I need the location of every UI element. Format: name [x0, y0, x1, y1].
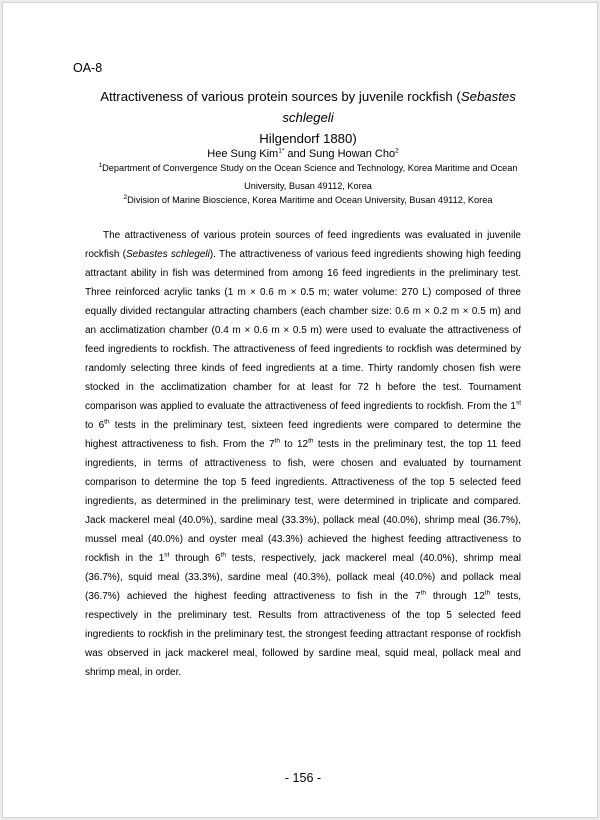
- abstract-code: OA-8: [73, 61, 103, 75]
- abstract-text: tests, respectively in the preliminary test. Results from attractiveness of the top 5 selected feed ingredients to rockfish in the preliminary test, the strongest feeding attractant response of rockfish was observed in jack mackerel meal, followed by sardine meal, squid meal, pollack meal and shrimp meal, in order.: [85, 591, 521, 678]
- abstract-text: ). The attractiveness of various feed ingredients showing high feeding attractant ability in fish was determined from among 16 feed ingredients in the preliminary test. Three reinforced acrylic tanks (1 m × 0.6 m × 0.5 m; water volume: 270 L) composed of three equally divided rectangular attracting chambers (each chamber size: 0.6 m × 0.2 m × 0.5 m) and an acclimatization chamber (0.4 m × 0.6 m × 0.5 m) were used to evaluate the attractiveness of feed ingredients to rockfish. The attractiveness of feed ingredients to rockfish was determined by randomly selecting three kinds of feed ingredients at a time. Thirty randomly chosen fish were stocked in the acclimatization chamber for at least for 72 h before the test. Tournament comparison was applied to evaluate the attractiveness of feed ingredients to rockfish. From the 1: [85, 249, 521, 412]
- paper-title: [83, 86, 533, 149]
- abstract-text: The attractiveness of various protein sources of feed ingredients was evaluated in juvenile rockfish (: [85, 230, 521, 260]
- author-joiner: and: [284, 148, 309, 160]
- ordinal-suffix: th: [420, 589, 426, 597]
- abstract-species: Sebastes schlegeli: [126, 249, 210, 260]
- affiliation-1-mark: 1: [98, 161, 103, 169]
- abstract-text: through 6: [169, 553, 221, 564]
- ordinal-suffix: th: [308, 437, 314, 445]
- author-1-marks: 1*: [278, 147, 285, 155]
- ordinal-suffix: st: [164, 551, 170, 559]
- title-authority: Hilgendorf 1880): [259, 131, 357, 146]
- abstract-text: to 12: [279, 439, 309, 450]
- ordinal-suffix: th: [274, 437, 280, 445]
- author-2-marks: 2: [395, 147, 399, 155]
- abstract-text: tests in the preliminary test, sixteen feed ingredients were compared to determine the highest attractiveness to fish. From the 7: [85, 420, 522, 450]
- affiliation-2: [85, 191, 531, 209]
- ordinal-suffix: th: [484, 589, 491, 597]
- affiliation-2-mark: 2: [123, 193, 128, 201]
- abstract-text: to 6: [85, 420, 105, 431]
- affiliation-1-text: Department of Convergence Study on the Ocean Science and Technology, Korea Maritime and Ocean University, Busan 49112, Korea: [102, 163, 518, 191]
- title-main: Attractiveness of various protein sources by juvenile rockfish (: [100, 89, 461, 104]
- abstract-text: through 12: [426, 591, 485, 602]
- document-page: [2, 2, 598, 818]
- ordinal-suffix: th: [220, 551, 226, 559]
- ordinal-suffix: st: [515, 399, 521, 407]
- affiliation-1: [85, 159, 531, 195]
- abstract-body: [85, 226, 521, 682]
- abstract-text: tests, respectively, jack mackerel meal (40.0%), shrimp meal (36.7%), squid meal (33.3%), sardine meal (40.3%), pollack meal (40.0%) and pollack meal (36.7%) achieved the highest feeding attractiveness to fish in the 7: [85, 553, 521, 602]
- ordinal-suffix: th: [104, 418, 110, 426]
- author-2: Sung Howan Cho: [308, 148, 396, 160]
- affiliation-2-text: Division of Marine Bioscience, Korea Maritime and Ocean University, Busan 49112, Korea: [127, 195, 493, 205]
- author-1: Hee Sung Kim: [207, 148, 279, 160]
- page-number: - 156 -: [284, 771, 322, 785]
- title-species: Sebastes schlegeli: [282, 89, 516, 125]
- abstract-text: tests in the preliminary test, the top 11 feed ingredients, in terms of attractiveness to fish, were chosen and evaluated by tournament comparison to determine the top 5 feed ingredients. Attractiveness of the top 5 selected feed ingredients, as determined in the preliminary test, were determined in triplicate and compared. Jack mackerel meal (40.0%), sardine meal (33.3%), pollack meal (40.0%), shrimp meal (36.7%), mussel meal (40.0%) and oyster meal (43.3%) achieved the highest feeding attractiveness to rockfish in the 1: [85, 439, 521, 564]
